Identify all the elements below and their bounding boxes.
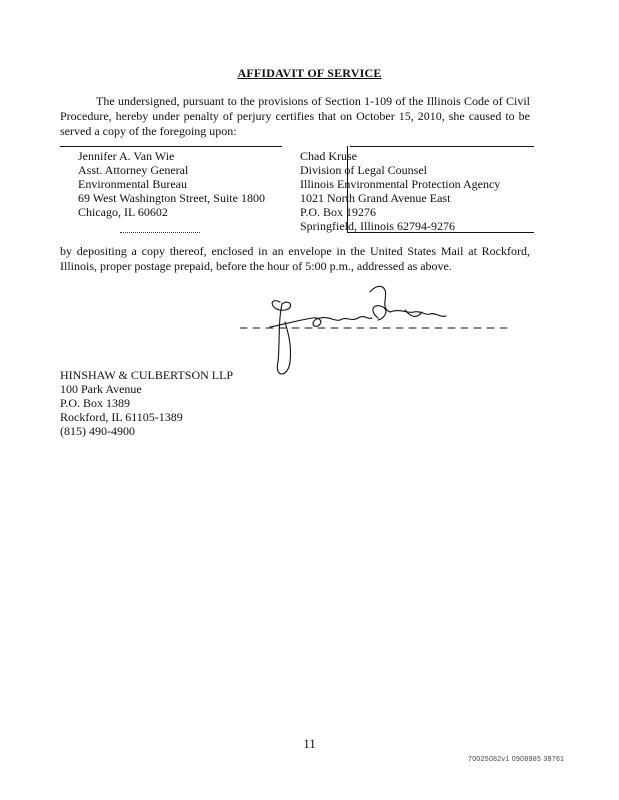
- recipients-block: [60, 146, 534, 232]
- document-id: 70025082v1 0908985 39761: [468, 756, 565, 763]
- document-title: AFFIDAVIT OF SERVICE: [237, 66, 382, 80]
- firm-name: HINSHAW & CULBERTSON LLP: [60, 368, 234, 382]
- divider: [60, 146, 282, 147]
- recipient-address-right: [300, 149, 500, 233]
- intro-paragraph: [60, 94, 530, 139]
- address-line: Environmental Bureau: [78, 177, 187, 191]
- address-line: Asst. Attorney General: [78, 163, 189, 177]
- closing-paragraph: by depositing a copy thereof, enclosed in an envelope in the United States Mail at Rockford, Illinois, proper postage prepaid, before the hour of 5:00 p.m., addressed as above.: [60, 244, 530, 273]
- address-line: Springfield, Illinois 62794-9276: [300, 219, 455, 233]
- address-line: 69 West Washington Street, Suite 1800: [78, 191, 265, 205]
- firm-address-line: 100 Park Avenue: [60, 382, 142, 396]
- address-line: P.O. Box 19276: [300, 205, 377, 219]
- address-line: 1021 North Grand Avenue East: [300, 191, 451, 205]
- firm-address-line: P.O. Box 1389: [60, 396, 131, 410]
- signature: [240, 282, 520, 377]
- address-line: Jennifer A. Van Wie: [78, 149, 175, 163]
- firm-phone: (815) 490-4900: [60, 424, 135, 438]
- address-line: Chicago, IL 60602: [78, 205, 168, 219]
- page-number: 11: [303, 736, 316, 751]
- intro-text: The undersigned, pursuant to the provisions of Section 1-109 of the Illinois Code of Civil Procedure, hereby under penalty of perjury certifies that on October 15, 2010, she caused to be served a copy of the foregoing upon:: [60, 94, 530, 138]
- firm-address-line: Rockford, IL 61105-1389: [60, 410, 183, 424]
- firm-block: [60, 368, 233, 438]
- address-line: Chad Kruse: [300, 149, 357, 163]
- address-line: Illinois Environmental Protection Agency: [300, 177, 501, 191]
- divider: [120, 232, 200, 233]
- divider: [350, 146, 534, 147]
- address-line: Division of Legal Counsel: [300, 163, 427, 177]
- recipient-address-left: [78, 149, 265, 219]
